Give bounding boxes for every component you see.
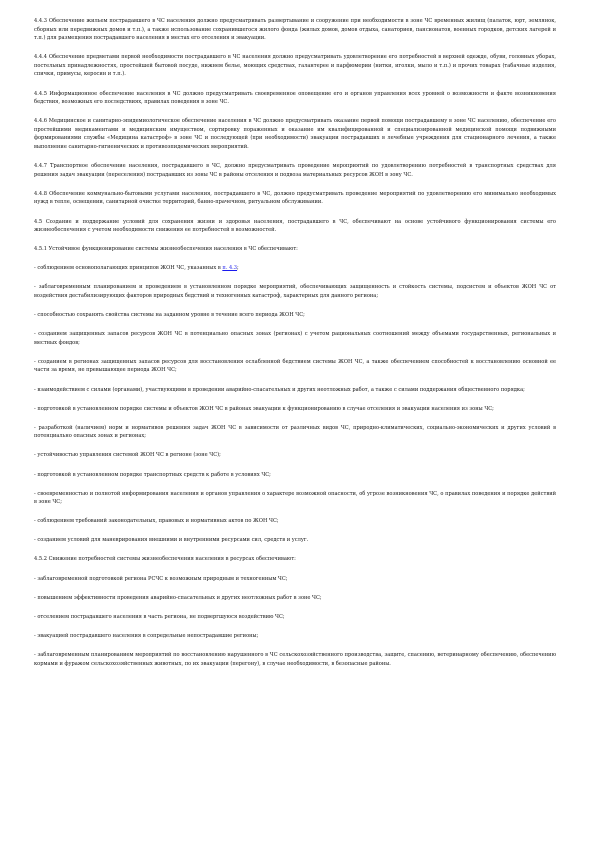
paragraph-4-5-2: 4.5.2 Снижение потребностей системы жизнеобеспечения населения в ресурсах обеспечивают: — [34, 556, 296, 563]
list-item-cooperation: - взаимодействием с силами (органами), участвующими в проведении аварийно-спасательных и других неотложных работ, а также с силами поддержания общественного порядка; — [34, 386, 525, 393]
paragraph-4-5-1: 4.5.1 Устойчивое функционирование системы жизнеобеспечения населения в ЧС обеспечивают: — [34, 246, 298, 253]
list-item-norms: - разработкой (наличием) норм и нормативов решения задач ЖОН ЧС в зависимости от различных видов ЧС, природно-климатических, социально-экономических и других условий в потенциально опасных зонах и регионах; — [34, 424, 556, 440]
list-item-maneuver: - созданием условий для маневрирования внешними и внутренними ресурсами сил, средств и услуг. — [34, 537, 309, 544]
paragraph-4-4-8: 4.4.8 Обеспечение коммунально-бытовыми услугами населения, пострадавшего в ЧС, должно предусматривать проведение мероприятий по удовлетворению его минимально необходимых нужд в тепле, освещении, санитарной очистке территорий, банно-прачечном, ритуальном обслуживании. — [34, 190, 556, 206]
paragraph-4-5: 4.5 Создание и поддержание условий для сохранения жизни и здоровья населения, пострадавшего в ЧС, обеспечивают на основе устойчивого функционирования системы его жизнеобеспечения с учетом необходимости снижения ее потребностей в возможностей. — [34, 218, 556, 234]
list-item-evacuation: - эвакуацией пострадавшего населения в сопредельные непострадавшие регионы; — [34, 632, 259, 639]
list-item-principles — [34, 264, 556, 273]
list-item-regional-reserves: - созданием в регионах защищенных запасов ресурсов для восстановления ослабленной бедствием системы ЖОН ЧС, а также обеспечением способностей к восстановлению основной ее части за время, не превышающее периода ЖОН ЧС; — [34, 358, 556, 374]
list-item-efficiency: - повышением эффективности проведения аварийно-спасательных и других неотложных работ в зоне ЧС; — [34, 594, 322, 601]
list-item-reserves: - созданием защищенных запасов ресурсов ЖОН ЧС в потенциально опасных зонах (регионах) с учетом рациональных соотношений между объемами государственных, региональных и местных фондов; — [34, 331, 556, 346]
list-item-transport: - подготовкой в установленном порядке транспортных средств к работе в условиях ЧС; — [34, 471, 271, 478]
list-item-stability: - способностью сохранять свойства системы на заданном уровне в течение всего периода ЖОН ЧС; — [34, 312, 305, 319]
list-item-legal: - соблюдением требований законодательных, правовых и нормативных актов по ЖОН ЧС; — [34, 518, 279, 525]
paragraph-4-4-4: 4.4.4 Обеспечение предметами первой необходимости пострадавшего в ЧС населения должно предусматривать удовлетворение его потребностей в верхней одежде, обуви, головных уборах, постельных принадлежностях, простейшей бытовой посуде, нижнем белье, моющих средствах, галантерее и парфюмерии (нитки, иголки, мыло и т.п.) и прочих товарах (табачные изделия, спички, примусы, керосин и т.п.). — [34, 54, 556, 78]
paragraph-4-4-3: 4.4.3 Обеспечение жильем пострадавшего в ЧС населения должно предусматривать развертывание и сооружение при необходимости в зоне ЧС временных жилищ (палаток, юрт, землянок, сборных или передвижных домов и т.п.), а также использование сохранившегося жилого фонда (жилых домов, домов отдыха, санаториев, пансионатов, военных городков, детских лагерей и т.п.) для размещения пострадавшего населения в местах его отселения и эвакуации. — [34, 18, 556, 42]
paragraph-4-4-7: 4.4.7 Транспортное обеспечение населения, пострадавшего в ЧС, должно предусматривать проведение мероприятий по удовлетворению потребностей в транспортных средствах для решения задач эвакуации (переселения) пострадавших из зоны ЧС в районы отселения и подвоза материальных ресурсов ЖОН в зону ЧС. — [34, 163, 556, 178]
paragraph-4-4-6: 4.4.6 Медицинское и санитарно-эпидемиологическое обеспечение населения в ЧС должно предусматривать оказание первой помощи пострадавшему в зоне ЧС населению, обеспечение его простейшими медикаментами и медицинским имуществом, сортировку пораженных и оказание им квалифицированной и специализированной медицинской помощи подвижными формированиями службы «Медицина катастроф» в зоне ЧС и последующей (при необходимости) эвакуации пострадавших в лечебные учреждения для стационарного лечения, а также выполнение санитарно-гигиенических и противоэпидемических мероприятий. — [34, 118, 556, 151]
list-item-preparation: - заблаговременной подготовкой региона РСЧС к возможным природным и техногенным ЧС; — [34, 575, 288, 582]
list-item-management: - устойчивостью управления системой ЖОН ЧС в регионе (зоне ЧС); — [34, 452, 221, 459]
section-link-4-3[interactable]: п. 4.3 — [222, 265, 238, 272]
list-item-agriculture: - заблаговременным планированием мероприятий по восстановлению нарушенного в ЧС сельскохозяйственного производства, защите, спасению, ветеринарному обеспечению, обеспечению кормами и фуражом сельскохозяйственных животных, по их эвакуации (перегону), в случае необходимости, в безопасные районы. — [34, 651, 556, 667]
list-item-resettlement: - отселением пострадавшего населения в часть региона, не подвергшуюся воздействию ЧС; — [34, 613, 285, 620]
list-item-planning: - заблаговременным планированием и проведением в установленном порядке мероприятий, обеспечивающих защищенность и стойкость системы, подсистем и объектов ЖОН ЧС от воздействия дестабилизирующих факторов природных бедствий и техногенных катастроф, характерных для данного региона; — [34, 284, 556, 299]
list-item-evacuation-prep: - подготовкой в установленном порядке системы и объектов ЖОН ЧС в районах эвакуации к функционированию в случае отселения и эвакуации населения из зоны ЧС; — [34, 405, 494, 412]
list-item-informing: - своевременностью и полнотой информирования населения и органов управления о характере возможной опасности, об угрозе возникновения ЧС, о правилах поведения и порядке действий в зоне ЧС; — [34, 490, 556, 506]
paragraph-4-4-5: 4.4.5 Информационное обеспечение населения в ЧС должно предусматривать своевременное оповещение его и органов управления всех уровней о возможности и факте возникновения бедствия, возможных его последствиях, правилах поведения в зоне ЧС. — [34, 90, 556, 106]
list-item-text: - соблюдением основополагающих принципов ЖОН ЧС, указанных в — [34, 265, 223, 272]
list-item-suffix: ; — [237, 265, 239, 272]
